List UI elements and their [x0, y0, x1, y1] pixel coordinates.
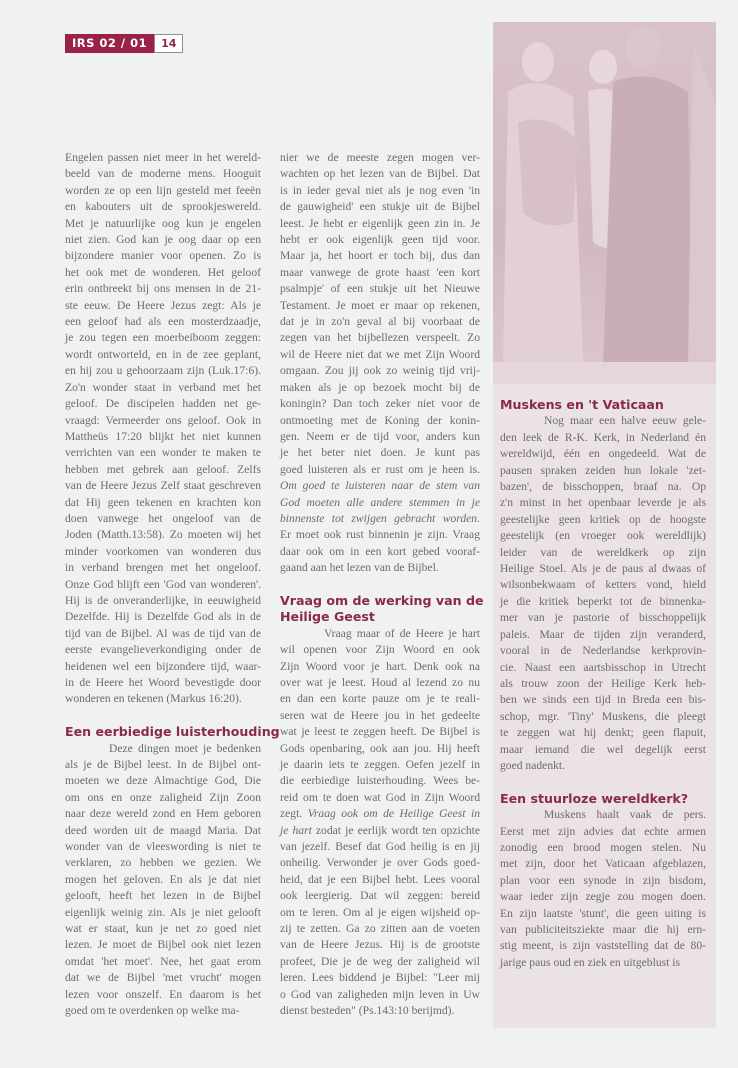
- body-text-line: en hij zou u gehoorzaam zijn (Luk.17:6).: [65, 364, 261, 378]
- body-text-line: geloof. De discipelen hadden net ge-: [65, 397, 261, 411]
- body-text-line: En zijn laatste 'stunt', die geen uiting is: [500, 906, 706, 920]
- italic-text: Vraag ook om de Heilige Geest in: [307, 807, 481, 821]
- body-text-line: eerste evangelieverkondiging onder de: [65, 643, 261, 657]
- body-text-line: onheilig. Verwonder je over Gods goed-: [280, 856, 480, 870]
- body-text-line: de gauwigheid' een stukje uit de Bijbel: [280, 200, 480, 214]
- article-column-2: [280, 150, 484, 1020]
- italic-text: Om goed te luisteren naar de stem van: [280, 479, 480, 493]
- body-text-line: schop, mgr. 'Tiny' Muskens, die pleegt: [500, 709, 706, 723]
- body-text-line: wachten op het lezen van de Bijbel. Dat: [280, 167, 480, 181]
- body-text-line: bazen', de bisschoppen, braaf na. Op: [500, 480, 706, 494]
- body-text-line: dat je in zo'n geval al bij voorbaat de: [280, 315, 480, 329]
- body-text-line: Mattheüs 17:20 blijkt het niet kunnen: [65, 429, 261, 443]
- body-text-line: Zijn Woord voor je hart. Denk ook na: [280, 659, 480, 673]
- body-text-line: [280, 511, 480, 527]
- italic-text: binnenste tot zwijgen gebracht worden.: [280, 511, 480, 525]
- italic-text: God moeten alle andere stemmen in je: [280, 495, 480, 509]
- body-text-line: koningin? Dan toch zeker niet voor de: [280, 397, 480, 411]
- body-text-line: heidenen wel een bijzondere tijd, waar-: [65, 659, 261, 673]
- body-text-line: als trouw zoon der Heilige Kerk heb-: [500, 676, 706, 690]
- body-text-line: verrichten van een wonder te maken te: [65, 446, 261, 460]
- body-text-line: hebt er ook eigenlijk geen tijd voor.: [280, 233, 480, 247]
- body-text-line: bijzondere manier voor openen. Zo is: [65, 249, 261, 263]
- italic-text: je hart: [280, 823, 312, 837]
- body-text: zodat je eerlijk wordt ten opzichte: [311, 823, 481, 837]
- body-text-line: met zijn, door het Vaticaan afgeblazen,: [500, 857, 706, 871]
- body-text-line: geestelijke geen kritiek op de hoogste: [500, 512, 706, 526]
- body-text-line: Heilige Stoel. Als je de paus al dwaas of: [500, 562, 706, 576]
- body-text-line: maken als je op bezoek mocht bij de: [280, 380, 480, 394]
- body-text-line: reid om te doen wat God in Zijn Woord: [280, 790, 480, 804]
- body-text-line: waar ieder zijn zegje zou mogen doen.: [500, 890, 706, 904]
- body-text-line: maar vanwege de grote haast 'een kort: [280, 265, 480, 279]
- body-text-line: nier we de meeste zegen mogen ver-: [280, 151, 480, 164]
- body-text-line: zij te zetten. Ga zo zitten aan de voeten: [280, 922, 480, 936]
- body-text-line: je daarin iets te zeggen. Oefen jezelf in: [280, 758, 480, 772]
- body-text-line: zegen van het bijbellezen verspeelt. Zo: [280, 331, 480, 345]
- body-text-line: Testament. Je moet er maar op rekenen,: [280, 298, 480, 312]
- body-text-line: van publiciteitsziekte maar die hij ern-: [500, 922, 706, 936]
- body-text-line: doen vanwege het ongeloof van de: [65, 511, 261, 525]
- body-text-line: van de Heere Jezus Zelf staat geschreven: [65, 479, 261, 493]
- issue-header: [65, 34, 183, 53]
- body-text-line: hebben met gebrek aan geloof. Zelfs: [65, 462, 261, 476]
- body-text-line: goed luisteren als er rust om je heen is.: [280, 462, 480, 476]
- body-text-line: z'n minst in het openbaar leverde je als: [500, 496, 706, 510]
- paragraph-spacer: [500, 774, 706, 790]
- body-text-line: o God van zaligheden mijn leven in Uw: [280, 987, 480, 1001]
- body-text-line: ben we sinds een tijd in Breda een bis-: [500, 693, 706, 707]
- body-text-line: seren wat de Heere jou in het gedeelte: [280, 708, 480, 722]
- body-text-line: goed om te overdenken op welke ma-: [65, 1004, 240, 1018]
- body-text-line: dat Hij geen tekenen en krachten kon: [65, 495, 261, 509]
- body-text-line: in verband brengen met het ongeloof.: [65, 561, 261, 575]
- body-text-line: jarige paus oud en ziek en uitgeblust is: [500, 955, 680, 969]
- body-text-line: te zeggen wat hij denkt; geen flapuit,: [500, 726, 706, 740]
- body-text-line: om te leren. Om al je eigen wijsheid op-: [280, 905, 480, 919]
- body-text-line: wil de Heere niet dat we met Zijn Woord: [280, 347, 480, 361]
- body-text-line: wil openen voor Zijn Woord en ook: [280, 643, 480, 657]
- body-text-line: Eerst met zijn advies dat echte armen: [500, 824, 706, 838]
- body-text-line: leest. Je hebt er eigenlijk geen zin in. Je: [280, 216, 480, 230]
- body-text-line: cie. Naast een aartsbisschop in Utrecht: [500, 660, 706, 674]
- body-text-line: ontmoeting met de Koning der konin-: [280, 413, 480, 427]
- body-text-line: geestelijk (en vroeger ook wereldlijk): [500, 529, 706, 543]
- body-text-line: het ook met de wonderen. Het geloof: [65, 265, 261, 279]
- body-text-line: [280, 478, 480, 494]
- body-text-line: wereldwijd, één en ongedeeld. Wat de: [500, 447, 706, 461]
- body-text-line: wordt ontworteld, en in de zee geplant,: [65, 347, 261, 361]
- body-text-line: daar ook om in een kort gebed vooraf-: [280, 544, 480, 558]
- body-text-line: [280, 495, 480, 511]
- body-text-line: gaand aan het lezen van de Bijbel.: [280, 561, 439, 575]
- statue-figures-image: [493, 22, 716, 384]
- paragraph-spacer: [280, 577, 480, 593]
- body-text-line: verklaren, zo hebben we gezien. We: [65, 856, 261, 870]
- section-heading: Een stuurloze wereldkerk?: [500, 790, 689, 806]
- body-text-line: Maar ja, het hoort er toch bij, dus dan: [280, 249, 480, 263]
- body-text-line: van jezelf. Besef dat God heilig is en jij: [280, 840, 480, 854]
- section-heading: Een eerbiedige luisterhouding: [65, 724, 280, 740]
- body-text-line: van de Heere Jezus. Hij is de grootste: [280, 938, 480, 952]
- body-text-line: Er moet ook rust binnenin je zijn. Vraag: [280, 528, 480, 542]
- body-text-line: Met je natuurlijke oog kun je engelen: [65, 216, 261, 230]
- body-text-line: moeten we deze Almachtige God, Die: [65, 774, 261, 788]
- body-text-line: [280, 806, 480, 822]
- article-column-3: [500, 397, 706, 971]
- body-text-line: Zo'n wonder staat in verband met het: [65, 380, 261, 394]
- body-text-line: profeet, Die je de weg der zaligheid wil: [280, 954, 480, 968]
- body-text-line: lezen voor onszelf. En daarom is het: [65, 987, 261, 1001]
- body-text-line: [280, 823, 480, 839]
- body-text-line: den leek de R-K. Kerk, in Nederland én: [500, 430, 706, 444]
- paragraph-spacer: [65, 708, 261, 724]
- body-text-line: mogen het geloven. En als je dat niet: [65, 872, 261, 886]
- body-text-line: dat we de Bijbel 'met vrucht' mogen: [65, 971, 261, 985]
- body-text-line: Muskens haalt vaak de pers.: [544, 808, 706, 822]
- body-text-line: Hij is de onveranderlijke, in eeuwigheid: [65, 593, 261, 607]
- body-text-line: stig meent, is zijn vaststelling dat de 80-: [500, 939, 706, 953]
- body-text-line: paleis. Maar de tijden zijn veranderd,: [500, 627, 706, 641]
- body-text-line: omdat 'het moet'. Nee, het gaat erom: [65, 954, 261, 968]
- body-text-line: pausen spraken zeiden hun lokale 'zet-: [500, 463, 706, 477]
- body-text-line: Dezelfde. Hij is Dezelfde God als in de: [65, 610, 261, 624]
- body-text-line: erin ontbreekt bij ons mensen in de 21-: [65, 282, 261, 296]
- body-text-line: zonodig een brood mogen stelen. Nu: [500, 840, 706, 854]
- body-text-line: wilsonbekwaam of ketters vond, hield: [500, 578, 706, 592]
- body-text-line: Nog maar een halve eeuw gele-: [544, 414, 706, 428]
- body-text-line: ook leergierig. Dat wil zeggen: bereid: [280, 889, 480, 903]
- body-text-line: Gods openbaring, ook aan jou. Hij heeft: [280, 741, 480, 755]
- body-text-line: psalmpje' of een stukje uit het Nieuwe: [280, 282, 480, 296]
- body-text-line: als je de Bijbel leest. In de Bijbel ont-: [65, 758, 261, 772]
- body-text-line: eigenlijk weinig zin. Als je niet gelooft: [65, 905, 261, 919]
- issue-label: IRS 02 / 01: [65, 34, 154, 53]
- section-heading: Vraag om de werking van de: [280, 592, 484, 608]
- body-text-line: leider van de wereldkerk op zijn: [500, 545, 706, 559]
- body-text-line: om ons en onze zaligheid Zijn Zoon: [65, 790, 261, 804]
- body-text-line: Deze dingen moet je bedenken: [109, 741, 261, 755]
- body-text-line: vraagd: Vermeerder ons geloof. Ook in: [65, 413, 261, 427]
- section-heading: Heilige Geest: [280, 609, 375, 625]
- body-text: zegt.: [280, 807, 308, 821]
- body-text-line: lezen. Je moet de Bijbel ook niet lezen: [65, 938, 261, 952]
- body-text-line: goed nadenkt.: [500, 758, 566, 772]
- body-text-line: maar iemand die wel degelijk eerst: [500, 742, 706, 756]
- article-column-1: [65, 150, 280, 1020]
- body-text-line: gelooft, heeft het lezen in de Bijbel: [65, 889, 261, 903]
- body-text-line: je zou tegen een moerbeiboom zeggen:: [65, 331, 261, 345]
- body-text-line: Joden (Matth.13:58). Zo moeten wij het: [65, 528, 261, 542]
- body-text-line: naar deze wereld zond en Hem geboren: [65, 807, 261, 821]
- body-text-line: leren. Lees biddend je Bijbel: "Leer mij: [280, 971, 480, 985]
- body-text-line: gen. Neem er de tijd voor, anders kun: [280, 429, 480, 443]
- body-text-line: over wat je leest. Houd al lezend zo nu: [280, 675, 480, 689]
- body-text-line: niet zien. God kan je oog daar op een: [65, 233, 261, 247]
- body-text-line: tijd van de Bijbel. Al was de tijd van de: [65, 626, 261, 640]
- body-text-line: worden ze op een lijn gesteld met feeën: [65, 183, 261, 197]
- section-heading: Muskens en 't Vaticaan: [500, 397, 664, 412]
- page-number: 14: [154, 34, 183, 53]
- body-text-line: plan voor een synode in zijn bisdom,: [500, 873, 706, 887]
- body-text-line: heid, dat je een Bijbel hebt. Lees vooral: [280, 872, 480, 886]
- body-text-line: en dan een korte pauze om je te reali-: [280, 692, 480, 706]
- body-text-line: je het beter niet doen. Je kunt pas: [280, 446, 480, 460]
- body-text-line: Onze God blijft een 'God van wonderen'.: [65, 577, 261, 591]
- body-text-line: een geloof had als een mosterdzaadje,: [65, 315, 261, 329]
- body-text-line: en kabouters uit de sprookjeswereld.: [65, 200, 261, 214]
- body-text-line: dienst besteden" (Ps.143:10 berijmd).: [280, 1004, 455, 1018]
- body-text-line: Vraag maar of de Heere je hart: [324, 626, 480, 640]
- body-text-line: mer van je pastorie of bisschoppelijk: [500, 611, 706, 625]
- body-text-line: ste eeuw. De Heere Jezus zegt: Als je: [65, 298, 261, 312]
- body-text-line: wat je leest te zeggen heeft. De Bijbel is: [280, 725, 480, 739]
- body-text-line: die eerbiedige luisterhouding. Wees be-: [280, 774, 480, 788]
- body-text-line: wonderen en tekenen (Markus 16:20).: [65, 692, 242, 706]
- body-text-line: deed worden uit de maagd Maria. Dat: [65, 823, 261, 837]
- body-text-line: beeld van de moderne mens. Hooguit: [65, 167, 261, 181]
- body-text-line: in de Heere het Woord bevestigde door: [65, 676, 261, 689]
- body-text-line: wonder van de vleeswording is niet te: [65, 840, 261, 854]
- body-text-line: omgaan. Zou jij ook zo weinig tijd vrij-: [280, 364, 480, 378]
- body-text-line: minder voorkomen van wonderen dus: [65, 544, 261, 558]
- body-text-line: vooral in de Nederlandse kerkprovin-: [500, 644, 706, 658]
- body-text-line: is in ieder geval niet als je nog even 'in: [280, 183, 480, 197]
- body-text-line: je die kritiek beperkt tot de binnenka-: [500, 594, 706, 608]
- statue-photo: [493, 22, 716, 384]
- body-text-line: Engelen passen niet meer in het wereld-: [65, 151, 261, 164]
- body-text-line: wat er staat, kun je net zo goed niet: [65, 922, 261, 936]
